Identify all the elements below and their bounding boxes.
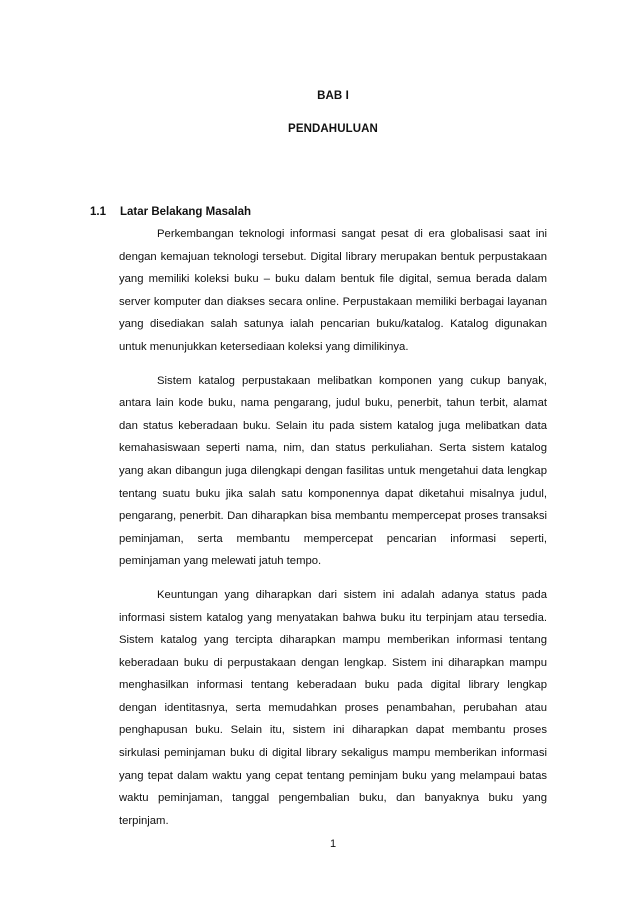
paragraph-3: Keuntungan yang diharapkan dari sistem ini adalah adanya status pada informasi sistem katalog yang menyatakan bahwa buku itu terpinjam atau tersedia. Sistem katalog yang tercipta diharapkan mampu memberikan informasi tentang keberadaan buku di perpustakaan dengan lengkap. Sistem ini diharapkan mampu menghasilkan informasi tentang keberadaan buku pada digital library lengkap dengan identitasnya, serta memudahkan proses penambahan, perubahan atau penghapusan buku. Selain itu, sistem ini diharapkan dapat membantu proses sirkulasi peminjaman buku di digital library sekaligus mampu memberikan informasi yang tepat dalam waktu yang cepat tentang peminjam buku yang melampaui batas waktu peminjaman, tanggal pengembalian buku, dan banyaknya buku yang terpinjam.: [119, 588, 547, 827]
page-number: 1: [329, 838, 337, 850]
paragraph-1: Perkembangan teknologi informasi sangat pesat di era globalisasi saat ini dengan kemajuan teknologi tersebut. Digital library merupakan bentuk perpustakaan yang memiliki koleksi buku – buku dalam bentuk file digital, semua berada dalam server komputer dan diakses secara online. Perpustakaan memiliki berbagai layanan yang disediakan salah satunya ialah pencarian buku/katalog. Katalog digunakan untuk menunjukkan ketersediaan koleksi yang dimilikinya.: [119, 228, 547, 353]
chapter-title: PENDAHULUAN: [288, 123, 378, 135]
paragraph-2: Sistem katalog perpustakaan melibatkan komponen yang cukup banyak, antara lain kode buku, nama pengarang, judul buku, penerbit, tahun terbit, alamat dan status keberadaan buku. Selain itu pada sistem katalog juga melibatkan data kemahasiswaan seperti nama, nim, dan status perkuliahan. Serta sistem katalog yang akan dibangun juga dilengkapi dengan fasilitas untuk mengetahui data lengkap tentang suatu buku jika salah satu komponennya dapat diketahui misalnya judul, pengarang, penerbit. Dan diharapkan bisa membantu mempercepat proses transaksi peminjaman, serta membantu mempercepat pencarian informasi seperti, peminjaman yang melewati jatuh tempo.: [119, 374, 547, 568]
section-title: Latar Belakang Masalah: [120, 206, 252, 218]
chapter-number: BAB I: [317, 90, 349, 102]
section-number: 1.1: [90, 206, 106, 218]
section-heading: [90, 206, 251, 218]
body-text: [119, 223, 547, 843]
